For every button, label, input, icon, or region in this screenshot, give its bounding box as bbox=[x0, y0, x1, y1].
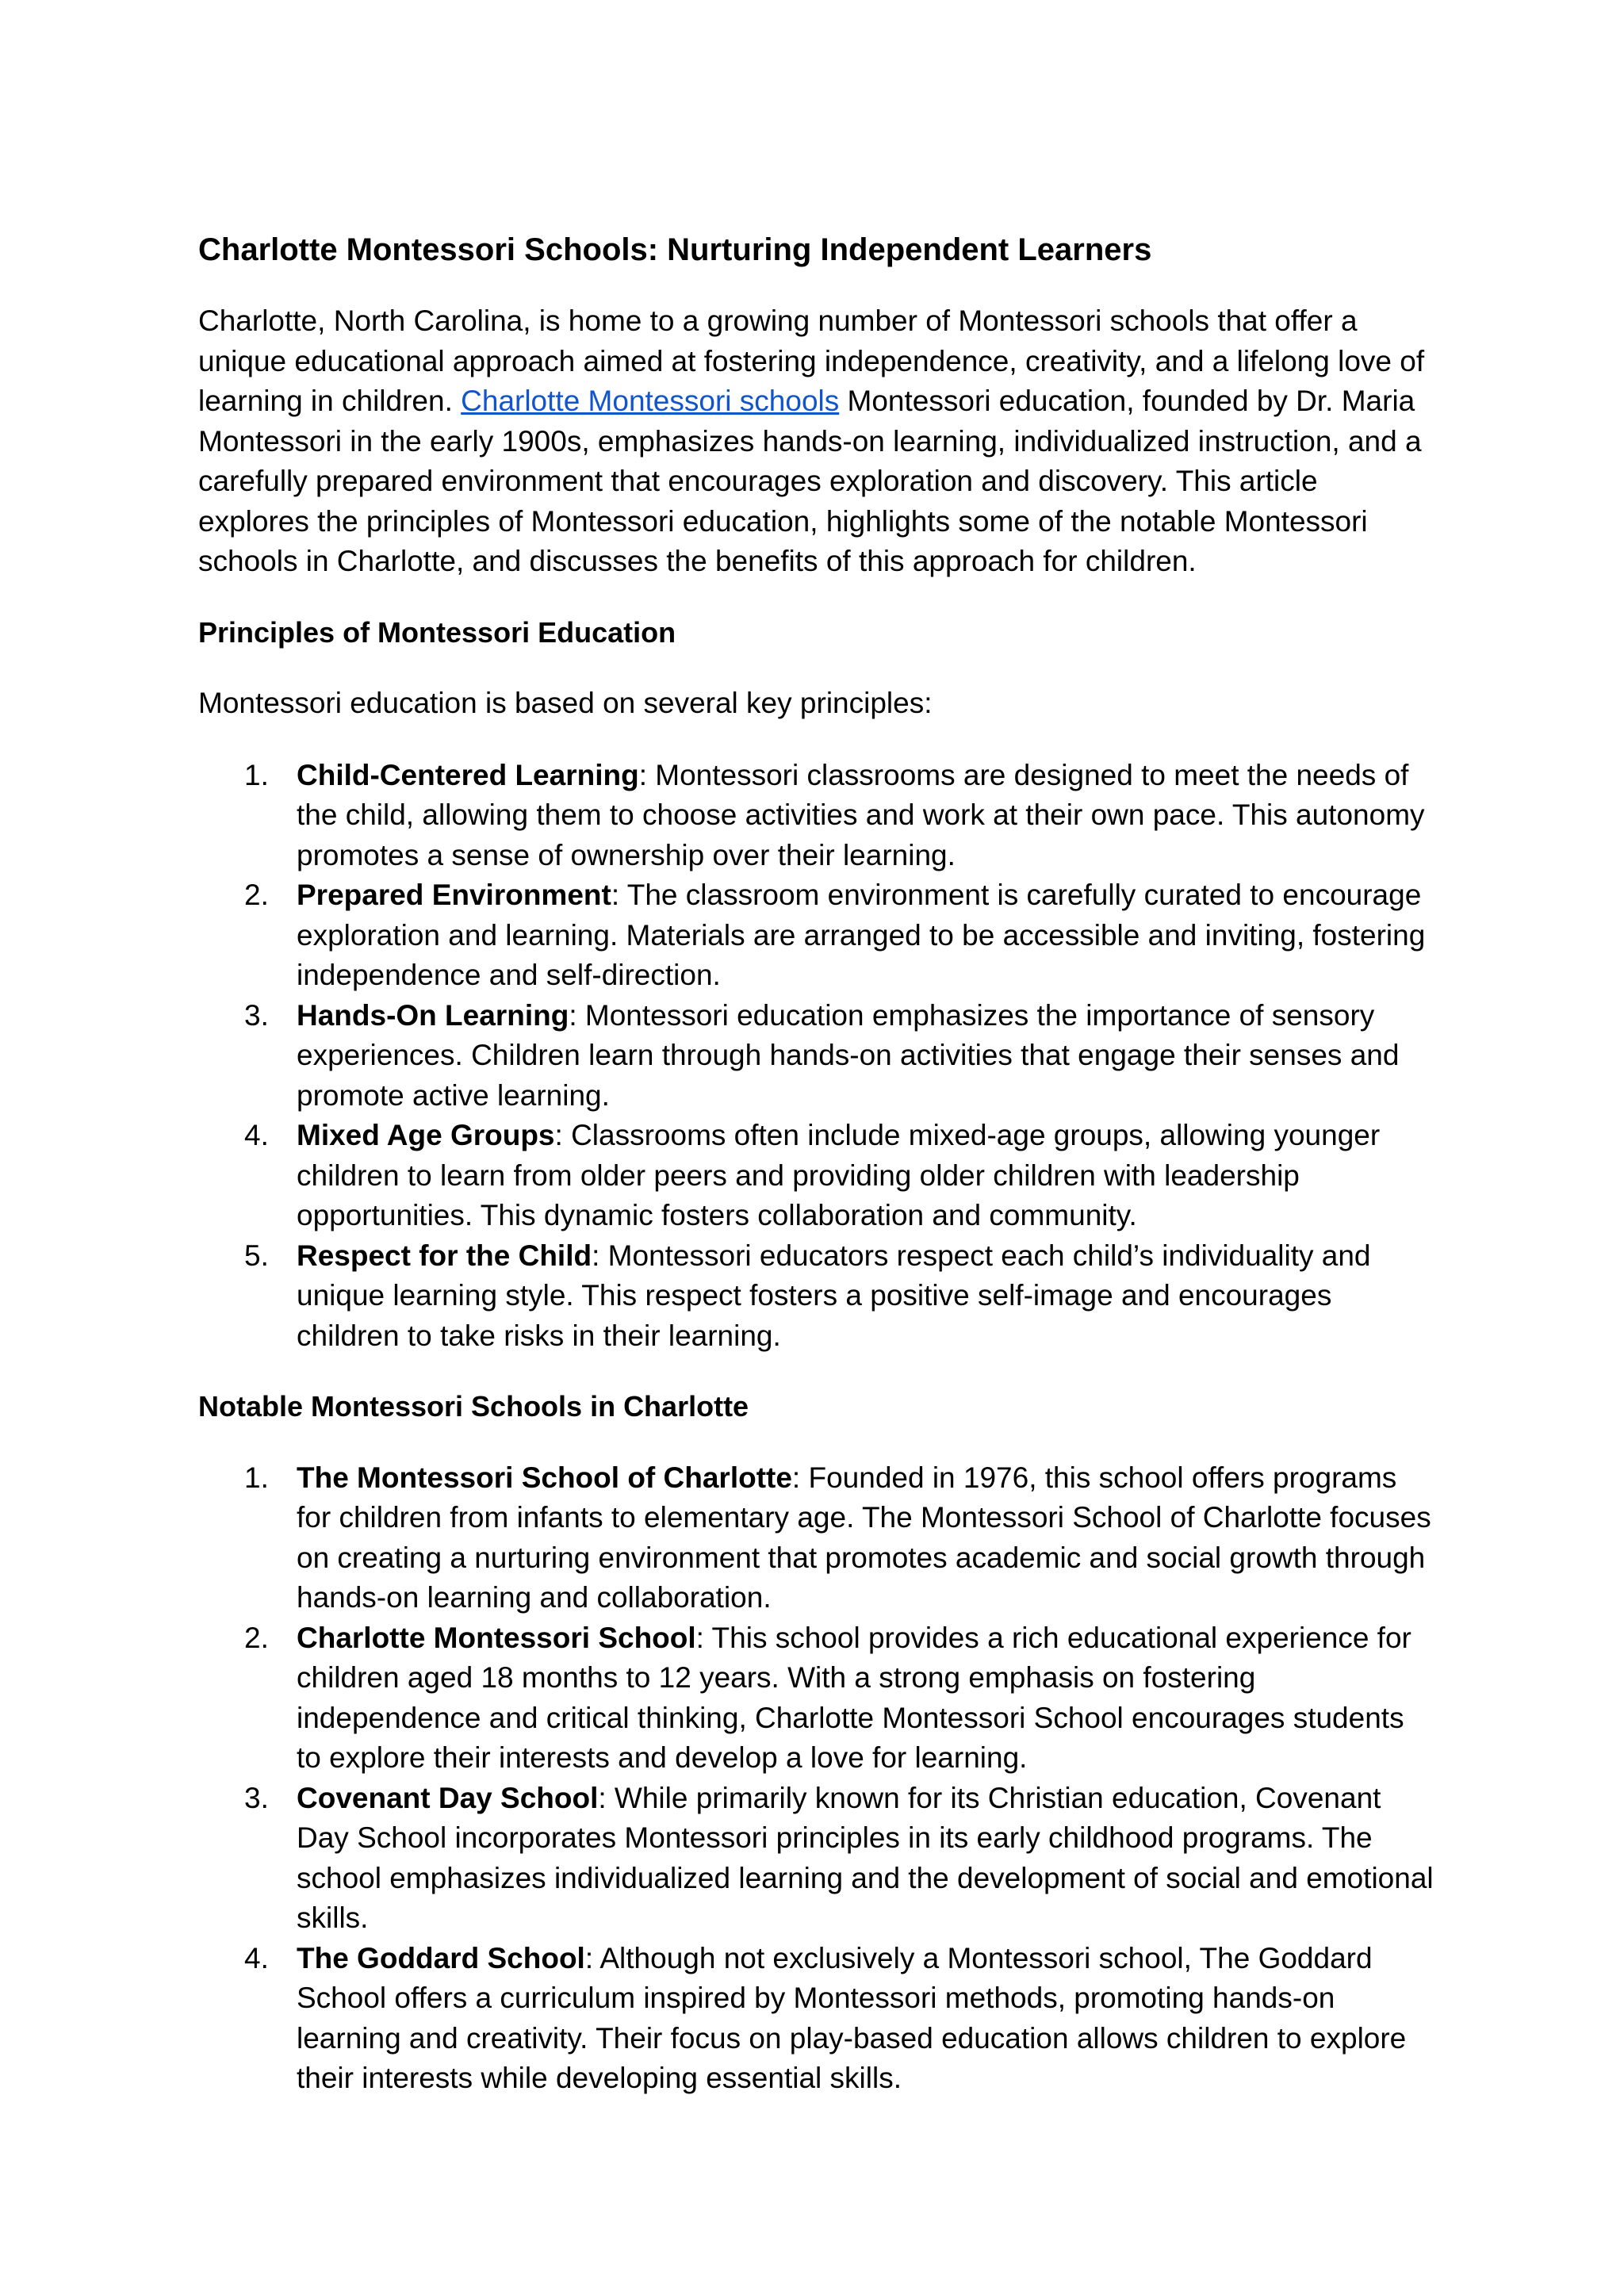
principle-text: : Montessori educators respect each child’s individuality and unique learning style. This respect fosters a positive self-image and encourages children to take risks in their learning. bbox=[297, 1239, 1371, 1352]
school-item bbox=[198, 1779, 1435, 1939]
document-page bbox=[198, 230, 1435, 2131]
list-number: 3. bbox=[244, 1781, 269, 1814]
school-name: The Goddard School bbox=[297, 1941, 585, 1974]
school-item bbox=[198, 1458, 1435, 1618]
list-number: 3. bbox=[244, 998, 269, 1032]
intro-paragraph bbox=[198, 301, 1435, 582]
list-number: 2. bbox=[244, 879, 269, 912]
principle-term: Hands-On Learning bbox=[297, 998, 569, 1032]
list-number: 1. bbox=[244, 758, 269, 791]
intro-text-after-link: Montessori education, founded by Dr. Maria Montessori in the early 1900s, emphasizes hands-on learning, individualized instruction, and a carefully prepared environment that encourages exploration and discovery. This article explores the principles of Montessori education, highlights some of the notable Montessori schools in Charlotte, and discusses the benefits of this approach for children. bbox=[198, 385, 1422, 577]
principle-item bbox=[198, 1236, 1435, 1357]
list-number: 5. bbox=[244, 1239, 269, 1272]
principle-item bbox=[198, 996, 1435, 1116]
schools-heading: Notable Montessori Schools in Charlotte bbox=[198, 1390, 749, 1423]
principles-list bbox=[198, 756, 1435, 1357]
principle-text: : Montessori education emphasizes the importance of sensory experiences. Children learn through hands-on activities that engage their senses and promote active learning. bbox=[297, 998, 1400, 1112]
principle-item bbox=[198, 756, 1435, 876]
school-name: The Montessori School of Charlotte bbox=[297, 1461, 792, 1494]
principles-lead: Montessori education is based on several key principles: bbox=[198, 687, 933, 720]
principle-term: Child-Centered Learning bbox=[297, 758, 639, 791]
school-item bbox=[198, 1939, 1435, 2099]
list-number: 4. bbox=[244, 1941, 269, 1974]
list-number: 2. bbox=[244, 1621, 269, 1654]
principle-term: Mixed Age Groups bbox=[297, 1119, 555, 1152]
principles-heading: Principles of Montessori Education bbox=[198, 615, 676, 649]
schools-list bbox=[198, 1458, 1435, 2099]
charlotte-montessori-schools-link[interactable]: Charlotte Montessori schools bbox=[461, 385, 840, 417]
school-name: Charlotte Montessori School bbox=[297, 1621, 696, 1654]
principle-text: : Classrooms often include mixed-age groups, allowing younger children to learn from older peers and providing older children with leadership opportunities. This dynamic fosters collaboration and community. bbox=[297, 1119, 1381, 1232]
principle-text: : Montessori classrooms are designed to meet the needs of the child, allowing them to choose activities and work at their own pace. This autonomy promotes a sense of ownership over their learning. bbox=[297, 758, 1425, 871]
school-text: : While primarily known for its Christian education, Covenant Day School incorporates Montessori principles in its early childhood programs. The school emphasizes individualized learning and the development of social and emotional skills. bbox=[297, 1781, 1434, 1935]
school-text: : Founded in 1976, this school offers programs for children from infants to elementary age. The Montessori School of Charlotte focuses on creating a nurturing environment that promotes academic and social growth through hands-on learning and collaboration. bbox=[297, 1461, 1431, 1614]
document-title: Charlotte Montessori Schools: Nurturing Independent Learners bbox=[198, 232, 1152, 267]
list-number: 1. bbox=[244, 1461, 269, 1494]
principle-item bbox=[198, 875, 1435, 996]
intro-text-before-link: Charlotte, North Carolina, is home to a growing number of Montessori schools that offer a unique educational approach aimed at fostering independence, creativity, and a lifelong love of learning in children. bbox=[198, 304, 1425, 417]
principle-item bbox=[198, 1116, 1435, 1236]
principle-text: : The classroom environment is carefully curated to encourage exploration and learning. Materials are arranged to be accessible and inviting, fostering independence and self-direction. bbox=[297, 879, 1426, 992]
list-number: 4. bbox=[244, 1119, 269, 1152]
principle-term: Respect for the Child bbox=[297, 1239, 592, 1272]
school-text: : This school provides a rich educational experience for children aged 18 months to 12 years. With a strong emphasis on fostering independence and critical thinking, Charlotte Montessori School encourages students to explore their interests and develop a love for learning. bbox=[297, 1621, 1411, 1775]
principle-term: Prepared Environment bbox=[297, 879, 611, 912]
school-text: : Although not exclusively a Montessori school, The Goddard School offers a curriculum inspired by Montessori methods, promoting hands-on learning and creativity. Their focus on play-based education allows children to explore their interests while developing essential skills. bbox=[297, 1941, 1407, 2095]
school-item bbox=[198, 1618, 1435, 1779]
school-name: Covenant Day School bbox=[297, 1781, 599, 1814]
